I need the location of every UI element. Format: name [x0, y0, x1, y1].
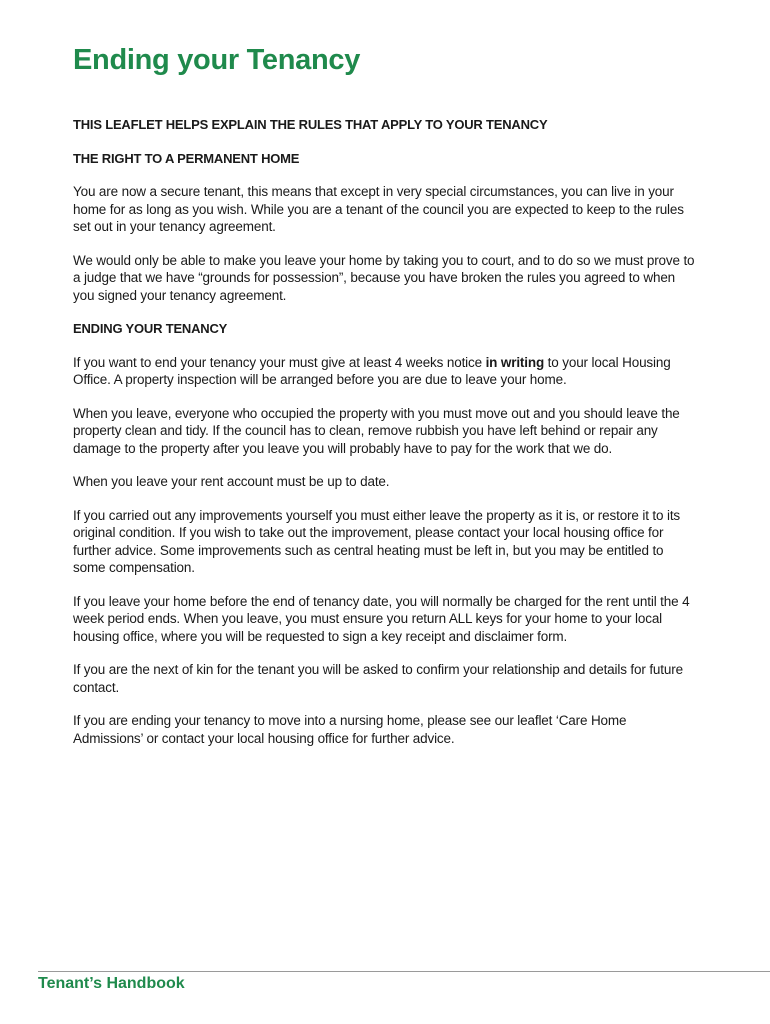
- paragraph-improvements: If you carried out any improvements yourself you must either leave the property as it is, or restore it to its original condition. If you wish to take out the improvement, please contact your local housing office for further advice. Some improvements such as central heating must be left in, but you may be entitled to some compensation.: [73, 507, 681, 575]
- paragraph-next-of-kin: If you are the next of kin for the tenant you will be asked to confirm your relationship and details for future contact.: [73, 662, 683, 695]
- notice-text-before: If you want to end your tenancy your must give at least 4 weeks notice: [73, 354, 486, 370]
- paragraph-secure-tenant: You are now a secure tenant, this means that except in very special circumstances, you can live in your home for as long as you wish. While you are a tenant of the council you are expected to keep to the rules set out in your tenancy agreement.: [73, 184, 684, 234]
- paragraph-rent-account: When you leave your rent account must be up to date.: [73, 474, 390, 489]
- paragraph-grounds-for-possession: We would only be able to make you leave your home by taking you to court, and to do so we must prove to a judge that we have “grounds for possession”, because you have broken the rules you agreed to when you signed your tenancy agreement.: [73, 252, 695, 303]
- footer-handbook-label: Tenant’s Handbook: [38, 975, 185, 992]
- leaflet-body: [73, 116, 698, 763]
- leaflet-intro-heading: THIS LEAFLET HELPS EXPLAIN THE RULES THAT APPLY TO YOUR TENANCY: [73, 117, 548, 132]
- notice-text-emphasis: in writing: [485, 354, 545, 370]
- section-heading-ending-tenancy: ENDING YOUR TENANCY: [73, 321, 228, 336]
- page-title: Ending your Tenancy: [73, 44, 361, 76]
- footer-divider: [38, 971, 770, 972]
- paragraph-notice-in-writing: [73, 354, 698, 389]
- paragraph-leaving-property: When you leave, everyone who occupied the property with you must move out and you should leave the property clean and tidy. If the council has to clean, remove rubbish you have left behind or repair any damage to the property after you leave you will probably have to pay for the work that we do.: [73, 405, 680, 456]
- notice-text-after: to your local Housing Office. A property inspection will be arranged before you are due to leave your home.: [73, 354, 671, 387]
- section-heading-permanent-home: THE RIGHT TO A PERMANENT HOME: [73, 150, 300, 166]
- paragraph-keys-return: If you leave your home before the end of tenancy date, you will normally be charged for the rent until the 4 week period ends. When you leave, you must ensure you return ALL keys for your home to your local housing office, where you will be requested to sign a key receipt and disclaimer form.: [73, 593, 690, 644]
- paragraph-nursing-home: If you are ending your tenancy to move into a nursing home, please see our leaflet ‘Care Home Admissions’ or contact your local housing office for further advice.: [73, 713, 627, 746]
